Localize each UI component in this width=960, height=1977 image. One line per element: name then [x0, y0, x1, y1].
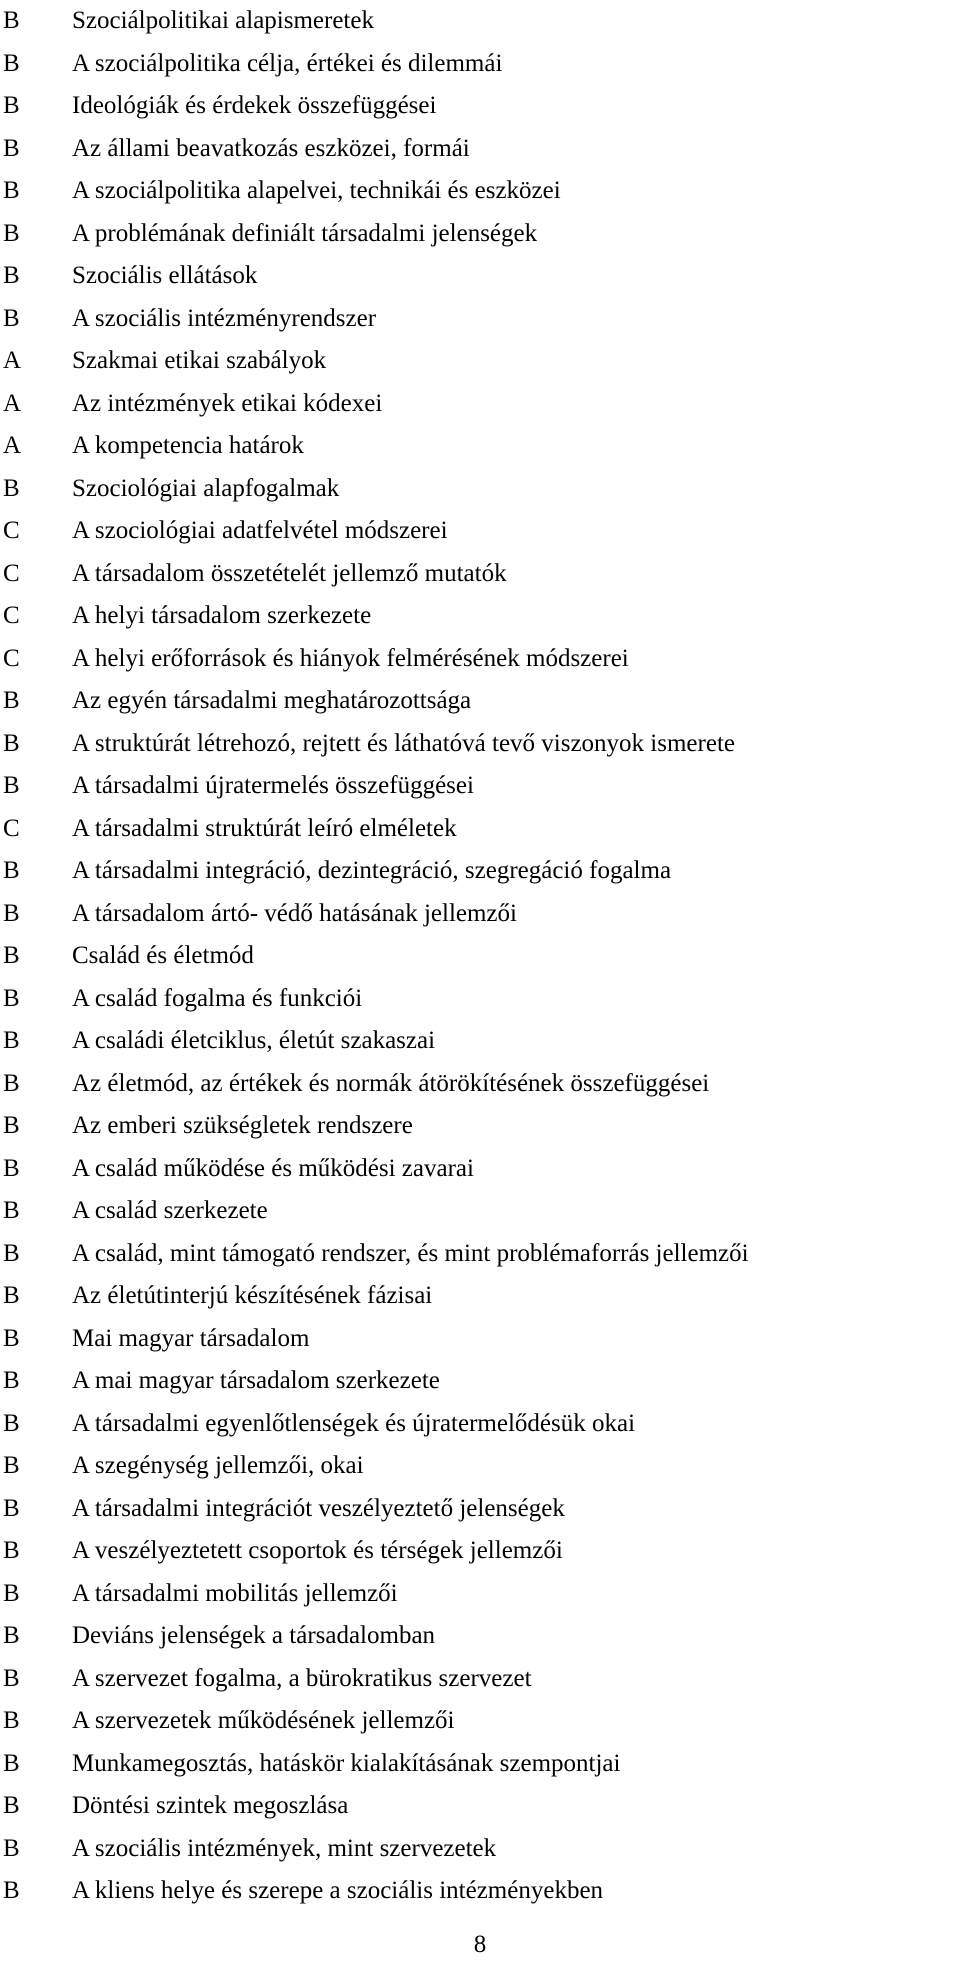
- topic-text: A kliens helye és szerepe a szociális intézményekben: [72, 1877, 604, 1904]
- topic-text: Munkamegosztás, hatáskör kialakításának szempontjai: [72, 1749, 621, 1777]
- topic-row: [0, 1275, 960, 1317]
- level-code: B: [3, 984, 20, 1012]
- level-code: A: [3, 432, 22, 459]
- level-code: B: [3, 687, 20, 714]
- topic-row: [0, 935, 960, 977]
- topic-row: [0, 1743, 960, 1785]
- level-code: B: [3, 1622, 20, 1649]
- topic-row: [0, 595, 960, 637]
- topic-row: [0, 340, 960, 382]
- topic-text: A helyi társadalom szerkezete: [72, 602, 372, 629]
- topic-text: Ideológiák és érdekek összefüggései: [72, 92, 437, 119]
- topic-row: [0, 1318, 960, 1360]
- level-code: B: [3, 1707, 20, 1734]
- topic-row: [0, 1573, 960, 1615]
- topic-row: [0, 43, 960, 85]
- topic-row: [0, 638, 960, 680]
- level-code: B: [3, 49, 20, 77]
- level-code: B: [3, 1027, 20, 1054]
- level-code: B: [3, 1834, 20, 1862]
- topic-text: Az életmód, az értékek és normák átörökítésének összefüggései: [72, 1069, 710, 1097]
- topic-text: A család szerkezete: [72, 1197, 268, 1224]
- level-code: B: [3, 1494, 20, 1522]
- topic-text: A problémának definiált társadalmi jelenségek: [72, 219, 538, 247]
- topic-text: A szegénység jellemzői, okai: [72, 1452, 364, 1479]
- topic-row: [0, 128, 960, 170]
- topic-text: Döntési szintek megoszlása: [72, 1792, 349, 1819]
- level-code: B: [3, 134, 20, 162]
- page-number: 8: [473, 1931, 487, 1958]
- topic-row: [0, 213, 960, 255]
- topic-row: [0, 298, 960, 340]
- topic-text: A veszélyeztetett csoportok és térségek jellemzői: [72, 1537, 563, 1564]
- topic-row: [0, 1828, 960, 1870]
- topic-text: A kompetencia határok: [72, 432, 304, 459]
- level-code: C: [3, 602, 20, 629]
- topic-text: Deviáns jelenségek a társadalomban: [72, 1622, 436, 1649]
- topic-row: [0, 255, 960, 297]
- level-code: B: [3, 772, 20, 799]
- level-code: C: [3, 644, 20, 672]
- topic-row: [0, 85, 960, 127]
- topic-row: [0, 1063, 960, 1105]
- topic-row: [0, 1445, 960, 1487]
- level-code: B: [3, 7, 20, 34]
- level-code: B: [3, 1069, 20, 1097]
- topic-text: Szociális ellátások: [72, 262, 258, 289]
- topic-row: [0, 1360, 960, 1402]
- topic-text: A struktúrát létrehozó, rejtett és láthatóvá tevő viszonyok ismerete: [72, 729, 735, 757]
- topic-text: A szociálpolitika célja, értékei és dilemmái: [72, 49, 503, 77]
- level-code: B: [3, 304, 20, 332]
- topic-text: A szociális intézmények, mint szervezetek: [72, 1834, 497, 1862]
- topic-text: Az emberi szükségletek rendszere: [72, 1112, 413, 1139]
- topic-text: Az egyén társadalmi meghatározottsága: [72, 687, 472, 714]
- topic-text: A mai magyar társadalom szerkezete: [72, 1367, 440, 1394]
- level-code: C: [3, 559, 20, 587]
- topic-row: [0, 978, 960, 1020]
- topic-text: A családi életciklus, életút szakaszai: [72, 1027, 436, 1054]
- level-code: B: [3, 474, 20, 502]
- topic-row: [0, 510, 960, 552]
- level-code: B: [3, 1877, 20, 1904]
- topic-text: Az életútinterjú készítésének fázisai: [72, 1282, 433, 1309]
- topic-row: [0, 1530, 960, 1572]
- level-code: B: [3, 177, 20, 204]
- topic-text: Az intézmények etikai kódexei: [72, 389, 383, 417]
- topic-row: [0, 0, 960, 42]
- level-code: B: [3, 1409, 20, 1437]
- topic-row: [0, 1615, 960, 1657]
- topic-text: Szociológiai alapfogalmak: [72, 474, 340, 502]
- level-code: B: [3, 1112, 20, 1139]
- topic-row: [0, 1700, 960, 1742]
- topic-text: A család működése és működési zavarai: [72, 1154, 474, 1182]
- topic-row: [0, 808, 960, 850]
- topic-row: [0, 1488, 960, 1530]
- topic-text: A család fogalma és funkciói: [72, 984, 363, 1012]
- topic-row: [0, 1233, 960, 1275]
- level-code: B: [3, 1792, 20, 1819]
- level-code: B: [3, 729, 20, 757]
- topic-text: Szociálpolitikai alapismeretek: [72, 7, 374, 34]
- topic-row: [0, 1403, 960, 1445]
- topic-row: [0, 1870, 960, 1912]
- topic-row: [0, 553, 960, 595]
- topic-text: A szociológiai adatfelvétel módszerei: [72, 517, 448, 544]
- topic-text: A szervezet fogalma, a bürokratikus szervezet: [72, 1664, 532, 1692]
- level-code: B: [3, 1367, 20, 1394]
- topic-row: [0, 680, 960, 722]
- topic-text: A társadalmi struktúrát leíró elméletek: [72, 814, 457, 842]
- level-code: C: [3, 814, 20, 842]
- topic-text: Az állami beavatkozás eszközei, formái: [72, 134, 470, 162]
- level-code: B: [3, 899, 20, 927]
- level-code: B: [3, 1154, 20, 1182]
- level-code: A: [3, 347, 22, 374]
- level-code: B: [3, 1239, 20, 1267]
- topic-row: [0, 468, 960, 510]
- topic-text: A társadalmi integráció, dezintegráció, szegregáció fogalma: [72, 857, 672, 884]
- level-code: B: [3, 857, 20, 884]
- topic-text: A társadalom ártó- védő hatásának jellemzői: [72, 899, 517, 927]
- level-code: B: [3, 219, 20, 247]
- level-code: C: [3, 517, 20, 544]
- topic-text: A helyi erőforrások és hiányok felmérésének módszerei: [72, 644, 629, 672]
- topic-row: [0, 723, 960, 765]
- level-code: B: [3, 1537, 20, 1564]
- level-code: A: [3, 389, 22, 417]
- topic-row: [0, 850, 960, 892]
- topic-text: A társadalmi mobilitás jellemzői: [72, 1579, 398, 1607]
- topic-row: [0, 893, 960, 935]
- topic-text: A szociálpolitika alapelvei, technikái és eszközei: [72, 177, 561, 204]
- topic-row: [0, 1148, 960, 1190]
- topic-row: [0, 765, 960, 807]
- topic-text: Mai magyar társadalom: [72, 1324, 310, 1352]
- topic-row: [0, 1658, 960, 1700]
- topic-text: Család és életmód: [72, 942, 254, 969]
- level-code: B: [3, 1197, 20, 1224]
- topic-text: A társadalmi egyenlőtlenségek és újratermelődésük okai: [72, 1409, 636, 1437]
- level-code: B: [3, 1282, 20, 1309]
- topic-row: [0, 1020, 960, 1062]
- topic-text: A szociális intézményrendszer: [72, 304, 377, 332]
- level-code: B: [3, 1749, 20, 1777]
- level-code: B: [3, 1452, 20, 1479]
- topic-text: A család, mint támogató rendszer, és mint problémaforrás jellemzői: [72, 1239, 749, 1267]
- topic-row: [0, 1190, 960, 1232]
- topic-row: [0, 425, 960, 467]
- topic-row: [0, 1105, 960, 1147]
- topic-row: [0, 1785, 960, 1827]
- level-code: B: [3, 1664, 20, 1692]
- topic-row: [0, 170, 960, 212]
- topic-text: A társadalmi újratermelés összefüggései: [72, 772, 474, 799]
- level-code: B: [3, 92, 20, 119]
- topic-row: [0, 383, 960, 425]
- topic-text: A társadalom összetételét jellemző mutatók: [72, 559, 507, 587]
- topic-text: A társadalmi integrációt veszélyeztető jelenségek: [72, 1494, 565, 1522]
- level-code: B: [3, 942, 20, 969]
- level-code: B: [3, 1324, 20, 1352]
- level-code: B: [3, 262, 20, 289]
- topic-text: Szakmai etikai szabályok: [72, 347, 327, 374]
- topic-text: A szervezetek működésének jellemzői: [72, 1707, 455, 1734]
- level-code: B: [3, 1579, 20, 1607]
